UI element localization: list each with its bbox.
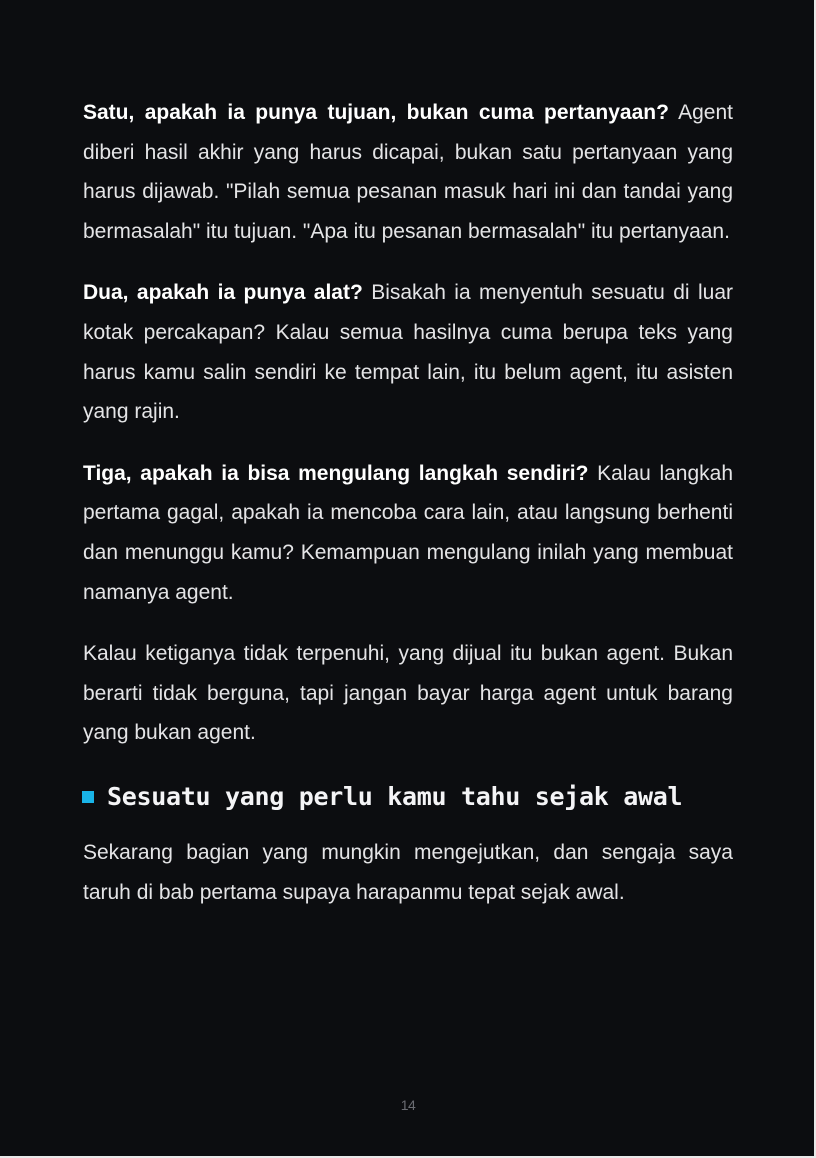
section-title: Sesuatu yang perlu kamu tahu sejak awal	[107, 781, 683, 811]
section-paragraph: Sekarang bagian yang mungkin mengejutkan, dan sengaja saya taruh di bab pertama supaya harapanmu tepat sejak awal.	[83, 840, 733, 904]
paragraph-body: Agent diberi hasil akhir yang harus dicapai, bukan satu pertanyaan yang harus dijawab. "Pilah semua pesanan masuk hari ini dan tandai yang bermasalah" itu tujuan. "Apa itu pesanan bermasalah" itu pertanyaan.	[83, 101, 733, 243]
paragraph-lead: Satu, apakah ia punya tujuan, bukan cuma pertanyaan?	[83, 101, 669, 124]
square-bullet-icon	[82, 791, 94, 803]
paragraph-conclusion	[83, 634, 733, 753]
paragraph-lead: Tiga, apakah ia bisa mengulang langkah sendiri?	[83, 461, 589, 485]
paragraph-retry	[83, 454, 733, 612]
section-heading	[82, 777, 733, 817]
page-number: 14	[400, 1097, 416, 1113]
paragraph-tools	[83, 273, 733, 431]
paragraph-body: Kalau langkah pertama gagal, apakah ia mencoba cara lain, atau langsung berhenti dan menunggu kamu? Kemampuan mengulang inilah yang membuat namanya agent.	[83, 461, 734, 604]
paragraph-body: Bisakah ia menyentuh sesuatu di luar kotak percakapan? Kalau semua hasilnya cuma berupa teks yang harus kamu salin sendiri ke tempat lain, itu belum agent, itu asisten yang rajin.	[83, 281, 733, 424]
paragraph-goal	[83, 93, 733, 251]
page-content	[83, 93, 733, 934]
paragraph-body: Kalau ketiganya tidak terpenuhi, yang dijual itu bukan agent. Bukan berarti tidak berguna, tapi jangan bayar harga agent untuk barang yang bukan agent.	[83, 642, 733, 745]
paragraph-lead: Dua, apakah ia punya alat?	[83, 281, 363, 305]
